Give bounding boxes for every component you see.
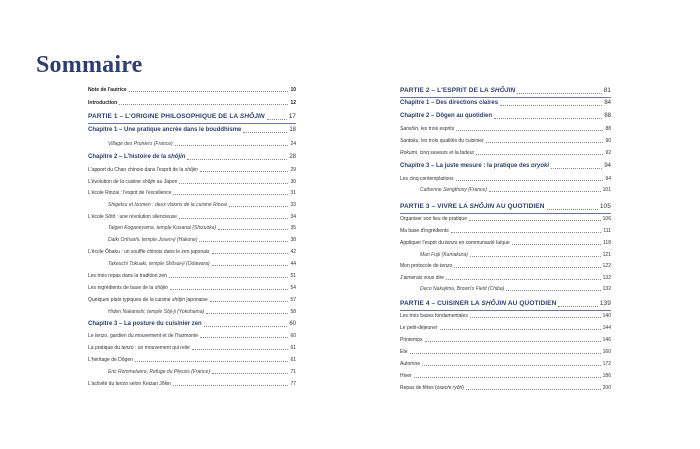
toc-entry-title: La pratique du tenzo : un mouvement qui relie	[88, 345, 190, 351]
dot-leader	[129, 91, 289, 92]
dot-leader	[204, 326, 288, 327]
toc-entry[interactable]	[88, 179, 296, 185]
toc-entry[interactable]	[400, 373, 611, 379]
toc-page-number: 54	[290, 285, 296, 291]
dot-leader	[469, 220, 601, 221]
toc-entry-title: Daiki Orihashi, temple Josen-ji (Hakone)	[108, 237, 198, 243]
dot-leader	[456, 130, 603, 131]
toc-entry-title: Chapitre 1 – Une pratique ancrée dans le bouddhisme	[88, 127, 242, 133]
toc-chapter[interactable]	[88, 127, 296, 134]
toc-page-number: 51	[290, 273, 296, 279]
dot-leader	[199, 241, 288, 242]
toc-chapter[interactable]	[88, 154, 296, 161]
toc-entry[interactable]	[88, 381, 296, 387]
toc-entry-title: L'école Ôbaku : un souffle chinois dans le zen japonais	[88, 249, 210, 255]
toc-page-number: 61	[290, 345, 296, 351]
toc-page-number: 42	[290, 249, 296, 255]
toc-entry-title: Chapitre 3 – La juste mesure : la pratique des oryoki	[400, 163, 550, 169]
toc-page-number: 31	[290, 190, 296, 196]
toc-entry-title: PARTIE 4 – CUISINER LA SHÔJIN AU QUOTIDIEN	[400, 300, 557, 307]
toc-entry-title: Repas de fêtes (osechi ryôri)	[400, 385, 464, 391]
part-divider	[400, 213, 611, 214]
toc-page-number: 38	[290, 237, 296, 243]
toc-page-number: 33	[290, 202, 296, 208]
dot-leader	[179, 183, 288, 184]
toc-entry-title: Le tenzo, gardien du mouvement et de l'harmonie	[88, 333, 198, 339]
toc-entry[interactable]	[88, 261, 296, 267]
toc-entry[interactable]	[400, 275, 611, 281]
toc-page-number: 90	[605, 138, 611, 144]
dot-leader	[175, 145, 289, 146]
toc-page-number: 106	[602, 216, 611, 222]
toc-entry-title: Shigetsu et Izumen : deux visions de la cuisine Rinzai	[108, 202, 227, 208]
toc-page-number: 30	[290, 179, 296, 185]
toc-entry-title: Organiser son lieu de pratique	[400, 216, 467, 222]
toc-page-number: 35	[290, 225, 296, 231]
toc-page-number: 132	[602, 275, 611, 281]
toc-page-number: 172	[602, 361, 611, 367]
dot-leader	[512, 244, 601, 245]
toc-entry[interactable]	[88, 202, 296, 208]
dot-leader	[229, 206, 288, 207]
toc-entry-title: Catherine Sengthoxy (France)	[420, 187, 487, 193]
dot-leader	[551, 168, 602, 169]
toc-page-number: 77	[290, 381, 296, 387]
dot-leader	[200, 171, 289, 172]
toc-part-heading[interactable]	[400, 300, 611, 308]
toc-page-number: 118	[603, 240, 611, 246]
toc-entry[interactable]	[88, 345, 296, 351]
dot-leader	[135, 361, 289, 362]
dot-leader	[210, 301, 289, 302]
toc-entry[interactable]	[88, 333, 296, 339]
dot-leader	[486, 142, 604, 143]
toc-entry-title: Ma base d'ingrédients	[400, 228, 449, 234]
toc-entry[interactable]	[88, 237, 296, 243]
toc-part-heading[interactable]	[400, 87, 611, 95]
toc-entry-title: Été	[400, 349, 408, 355]
toc-page-number: 10	[290, 87, 296, 93]
dot-leader	[212, 373, 288, 374]
toc-page-number: 144	[602, 325, 611, 331]
toc-entry-title: Introduction	[88, 100, 118, 106]
dot-leader	[440, 329, 601, 330]
toc-entry-title: J'aimerais vous dire	[400, 275, 445, 281]
toc-page-number: 71	[290, 369, 296, 375]
toc-entry[interactable]	[88, 141, 296, 147]
dot-leader	[212, 265, 289, 266]
toc-page-number: 105	[599, 203, 611, 210]
toc-entry-title: Les cinq contemplations	[400, 176, 454, 182]
toc-page-number: 12	[290, 100, 296, 106]
dot-leader	[454, 267, 600, 268]
toc-entry-title: Chapitre 3 – La posture du cuisinier zen	[88, 321, 202, 327]
toc-entry[interactable]	[88, 167, 296, 173]
toc-entry[interactable]	[400, 313, 611, 319]
toc-entry[interactable]	[88, 190, 296, 196]
toc-page-number: 34	[290, 214, 296, 220]
toc-page-number: 57	[290, 297, 296, 303]
toc-entry-title: Les trois bases fondamentales	[400, 313, 468, 319]
dot-leader	[470, 256, 601, 257]
toc-page-number: 140	[602, 313, 611, 319]
toc-entry-title: L'école Sôtô : une révolution silencieuse	[88, 214, 178, 220]
toc-entry-title: L'activité du tenzo selon Keizan Jôkin	[88, 381, 171, 387]
dot-leader	[173, 194, 288, 195]
toc-entry[interactable]	[400, 325, 611, 331]
toc-entry-title: L'école Rinzai : l'esprit de l'excellence	[88, 190, 172, 196]
dot-leader	[414, 377, 601, 378]
toc-entry-title: Mari Fujii (Kamakura)	[420, 252, 468, 258]
toc-entry[interactable]	[400, 286, 611, 292]
toc-entry[interactable]	[88, 309, 296, 315]
dot-leader	[425, 341, 601, 342]
toc-entry[interactable]	[88, 357, 296, 363]
toc-entry[interactable]	[88, 297, 296, 303]
toc-entry-title: Sanshin, les trois esprits	[400, 126, 455, 132]
toc-entry[interactable]	[400, 187, 611, 193]
dot-leader	[243, 132, 287, 133]
toc-entry-title: Appliquer l'esprit du tenzo en communauté laïque	[400, 240, 510, 246]
dot-leader	[500, 105, 602, 106]
toc-entry[interactable]	[88, 225, 296, 231]
toc-entry[interactable]	[400, 349, 611, 355]
toc-page-number: 88	[604, 113, 611, 119]
toc-page-number: 200	[602, 385, 611, 391]
toc-page-number: 111	[603, 228, 611, 234]
toc-entry-title: Hiver	[400, 373, 412, 379]
toc-page-number: 44	[290, 261, 296, 267]
dot-leader	[506, 290, 600, 291]
toc-page-number: 186	[602, 373, 611, 379]
dot-leader	[466, 389, 601, 390]
toc-page-number: 28	[289, 154, 296, 160]
toc-entry-title: L'apport du Chan chinois dans l'esprit de la shôjin	[88, 167, 198, 173]
toc-entry[interactable]	[400, 150, 611, 156]
toc-entry[interactable]	[400, 263, 611, 269]
dot-leader	[169, 277, 289, 278]
toc-page-number: 94	[605, 176, 611, 182]
dot-leader	[494, 118, 602, 119]
toc-entry[interactable]	[88, 100, 296, 106]
dot-leader	[470, 317, 601, 318]
toc-page-number: 92	[605, 150, 611, 156]
toc-entry-title: Printemps	[400, 337, 423, 343]
toc-entry-title: PARTIE 1 – L'ORIGINE PHILOSOPHIQUE DE LA SHÔJIN	[88, 113, 265, 120]
toc-page-number: 18	[289, 127, 296, 133]
toc-entry[interactable]	[400, 240, 611, 246]
toc-entry-title: L'héritage de Dôgen	[88, 357, 133, 363]
dot-leader	[489, 191, 601, 192]
toc-entry[interactable]	[400, 361, 611, 367]
toc-page-number: 61	[290, 357, 296, 363]
toc-entry-title: Village des Pruniers (France)	[108, 141, 173, 147]
dot-leader	[446, 279, 601, 280]
toc-page-number: 81	[603, 87, 611, 94]
dot-leader	[170, 289, 289, 290]
toc-entry-title: Le petit-déjeuner	[400, 325, 438, 331]
toc-page-number: 121	[602, 252, 611, 258]
dot-leader	[410, 353, 601, 354]
toc-entry[interactable]	[88, 87, 296, 93]
toc-page-number: 58	[290, 309, 296, 315]
toc-entry-title: Taigen Koganeyama, temple Kosanai (Shizuoka)	[108, 225, 217, 231]
toc-page-number: 94	[604, 163, 611, 169]
toc-page-number: 160	[602, 349, 611, 355]
toc-entry[interactable]	[88, 369, 296, 375]
toc-page-number: 17	[288, 113, 296, 120]
toc-page-number: 60	[290, 333, 296, 339]
toc-page-number: 132	[602, 286, 611, 292]
toc-part-heading[interactable]	[400, 203, 611, 211]
dot-leader	[119, 104, 288, 105]
toc-page-number: 122	[602, 263, 611, 269]
part-divider	[400, 310, 611, 311]
dot-leader	[547, 209, 598, 210]
dot-leader	[456, 180, 604, 181]
toc-entry-title: L'évolution de la cuisine shôjin au Japon	[88, 179, 178, 185]
toc-entry-title: Hiden Nakanishi, temple Sôji-ji (Yokohama)	[108, 309, 205, 315]
toc-entry[interactable]	[400, 337, 611, 343]
toc-entry-title: Chapitre 1 – Des directions claires	[400, 100, 499, 106]
toc-entry-title: Les ingrédients de base de la shôjin	[88, 285, 168, 291]
toc-entry-title: PARTIE 2 – L'ESPRIT DE LA SHÔJIN	[400, 87, 516, 94]
toc-entry-title: Eric Rommeluère, Refuge du Plessis (France)	[108, 369, 210, 375]
toc-page-number: 24	[290, 141, 296, 147]
toc-entry-title: Quelques plats typiques de la cuisine shôjin japonaise	[88, 297, 208, 303]
part-divider	[88, 123, 296, 124]
toc-entry-title: Deco Nakajima, Brown's Field (Chiba)	[420, 286, 505, 292]
dot-leader	[422, 365, 601, 366]
toc-entry[interactable]	[400, 228, 611, 234]
toc-entry[interactable]	[400, 176, 611, 182]
toc-entry-title: Les trois repas dans la tradition zen	[88, 273, 167, 279]
toc-entry[interactable]	[400, 252, 611, 258]
toc-entry-title: Mon protocole de tenzo	[400, 263, 453, 269]
toc-page-number: 60	[289, 321, 296, 327]
toc-entry[interactable]	[88, 273, 296, 279]
dot-leader	[179, 218, 288, 219]
part-divider	[400, 97, 611, 98]
toc-entry-title: Automne	[400, 361, 421, 367]
toc-entry-title: Note de l'autrice	[88, 87, 127, 93]
page-title: Sommaire	[36, 52, 143, 78]
toc-chapter[interactable]	[88, 321, 296, 328]
toc-entry-title: PARTIE 3 – VIVRE LA SHÔJIN AU QUOTIDIEN	[400, 203, 545, 210]
dot-leader	[212, 253, 289, 254]
toc-chapter[interactable]	[400, 163, 611, 170]
dot-leader	[173, 385, 288, 386]
toc-chapter[interactable]	[400, 113, 611, 120]
dot-leader	[218, 229, 288, 230]
toc-entry-title: Santoku, les trois qualités du cuisinier	[400, 138, 484, 144]
toc-page-number: 88	[605, 126, 611, 132]
toc-part-heading[interactable]	[88, 113, 296, 121]
toc-entry-title: Chapitre 2 – Dôgen au quotidien	[400, 113, 493, 119]
dot-leader	[451, 232, 602, 233]
dot-leader	[476, 154, 603, 155]
dot-leader	[200, 337, 289, 338]
toc-entry[interactable]	[88, 249, 296, 255]
toc-page-number: 29	[290, 167, 296, 173]
toc-entry-title: Takeuchi Tokuaki, temple Shôsai-ji (Odawara)	[108, 261, 210, 267]
dot-leader	[558, 306, 597, 307]
toc-page-number: 84	[604, 100, 611, 106]
dot-leader	[192, 349, 289, 350]
toc-entry[interactable]	[400, 216, 611, 222]
dot-leader	[517, 93, 601, 94]
toc-entry[interactable]	[88, 214, 296, 220]
dot-leader	[267, 119, 287, 120]
toc-entry[interactable]	[400, 385, 611, 391]
toc-chapter[interactable]	[400, 100, 611, 107]
dot-leader	[206, 313, 288, 314]
toc-entry[interactable]	[400, 126, 611, 132]
dot-leader	[187, 159, 287, 160]
toc-page-number: 139	[599, 300, 611, 307]
toc-entry[interactable]	[88, 285, 296, 291]
toc-page-number: 146	[602, 337, 611, 343]
toc-page-number: 101	[602, 187, 611, 193]
toc-entry-title: Chapitre 2 – L'histoire de la shôjin	[88, 154, 186, 160]
toc-entry-title: Rokumi, cinq saveurs et la fadeur	[400, 150, 475, 156]
toc-entry[interactable]	[400, 138, 611, 144]
